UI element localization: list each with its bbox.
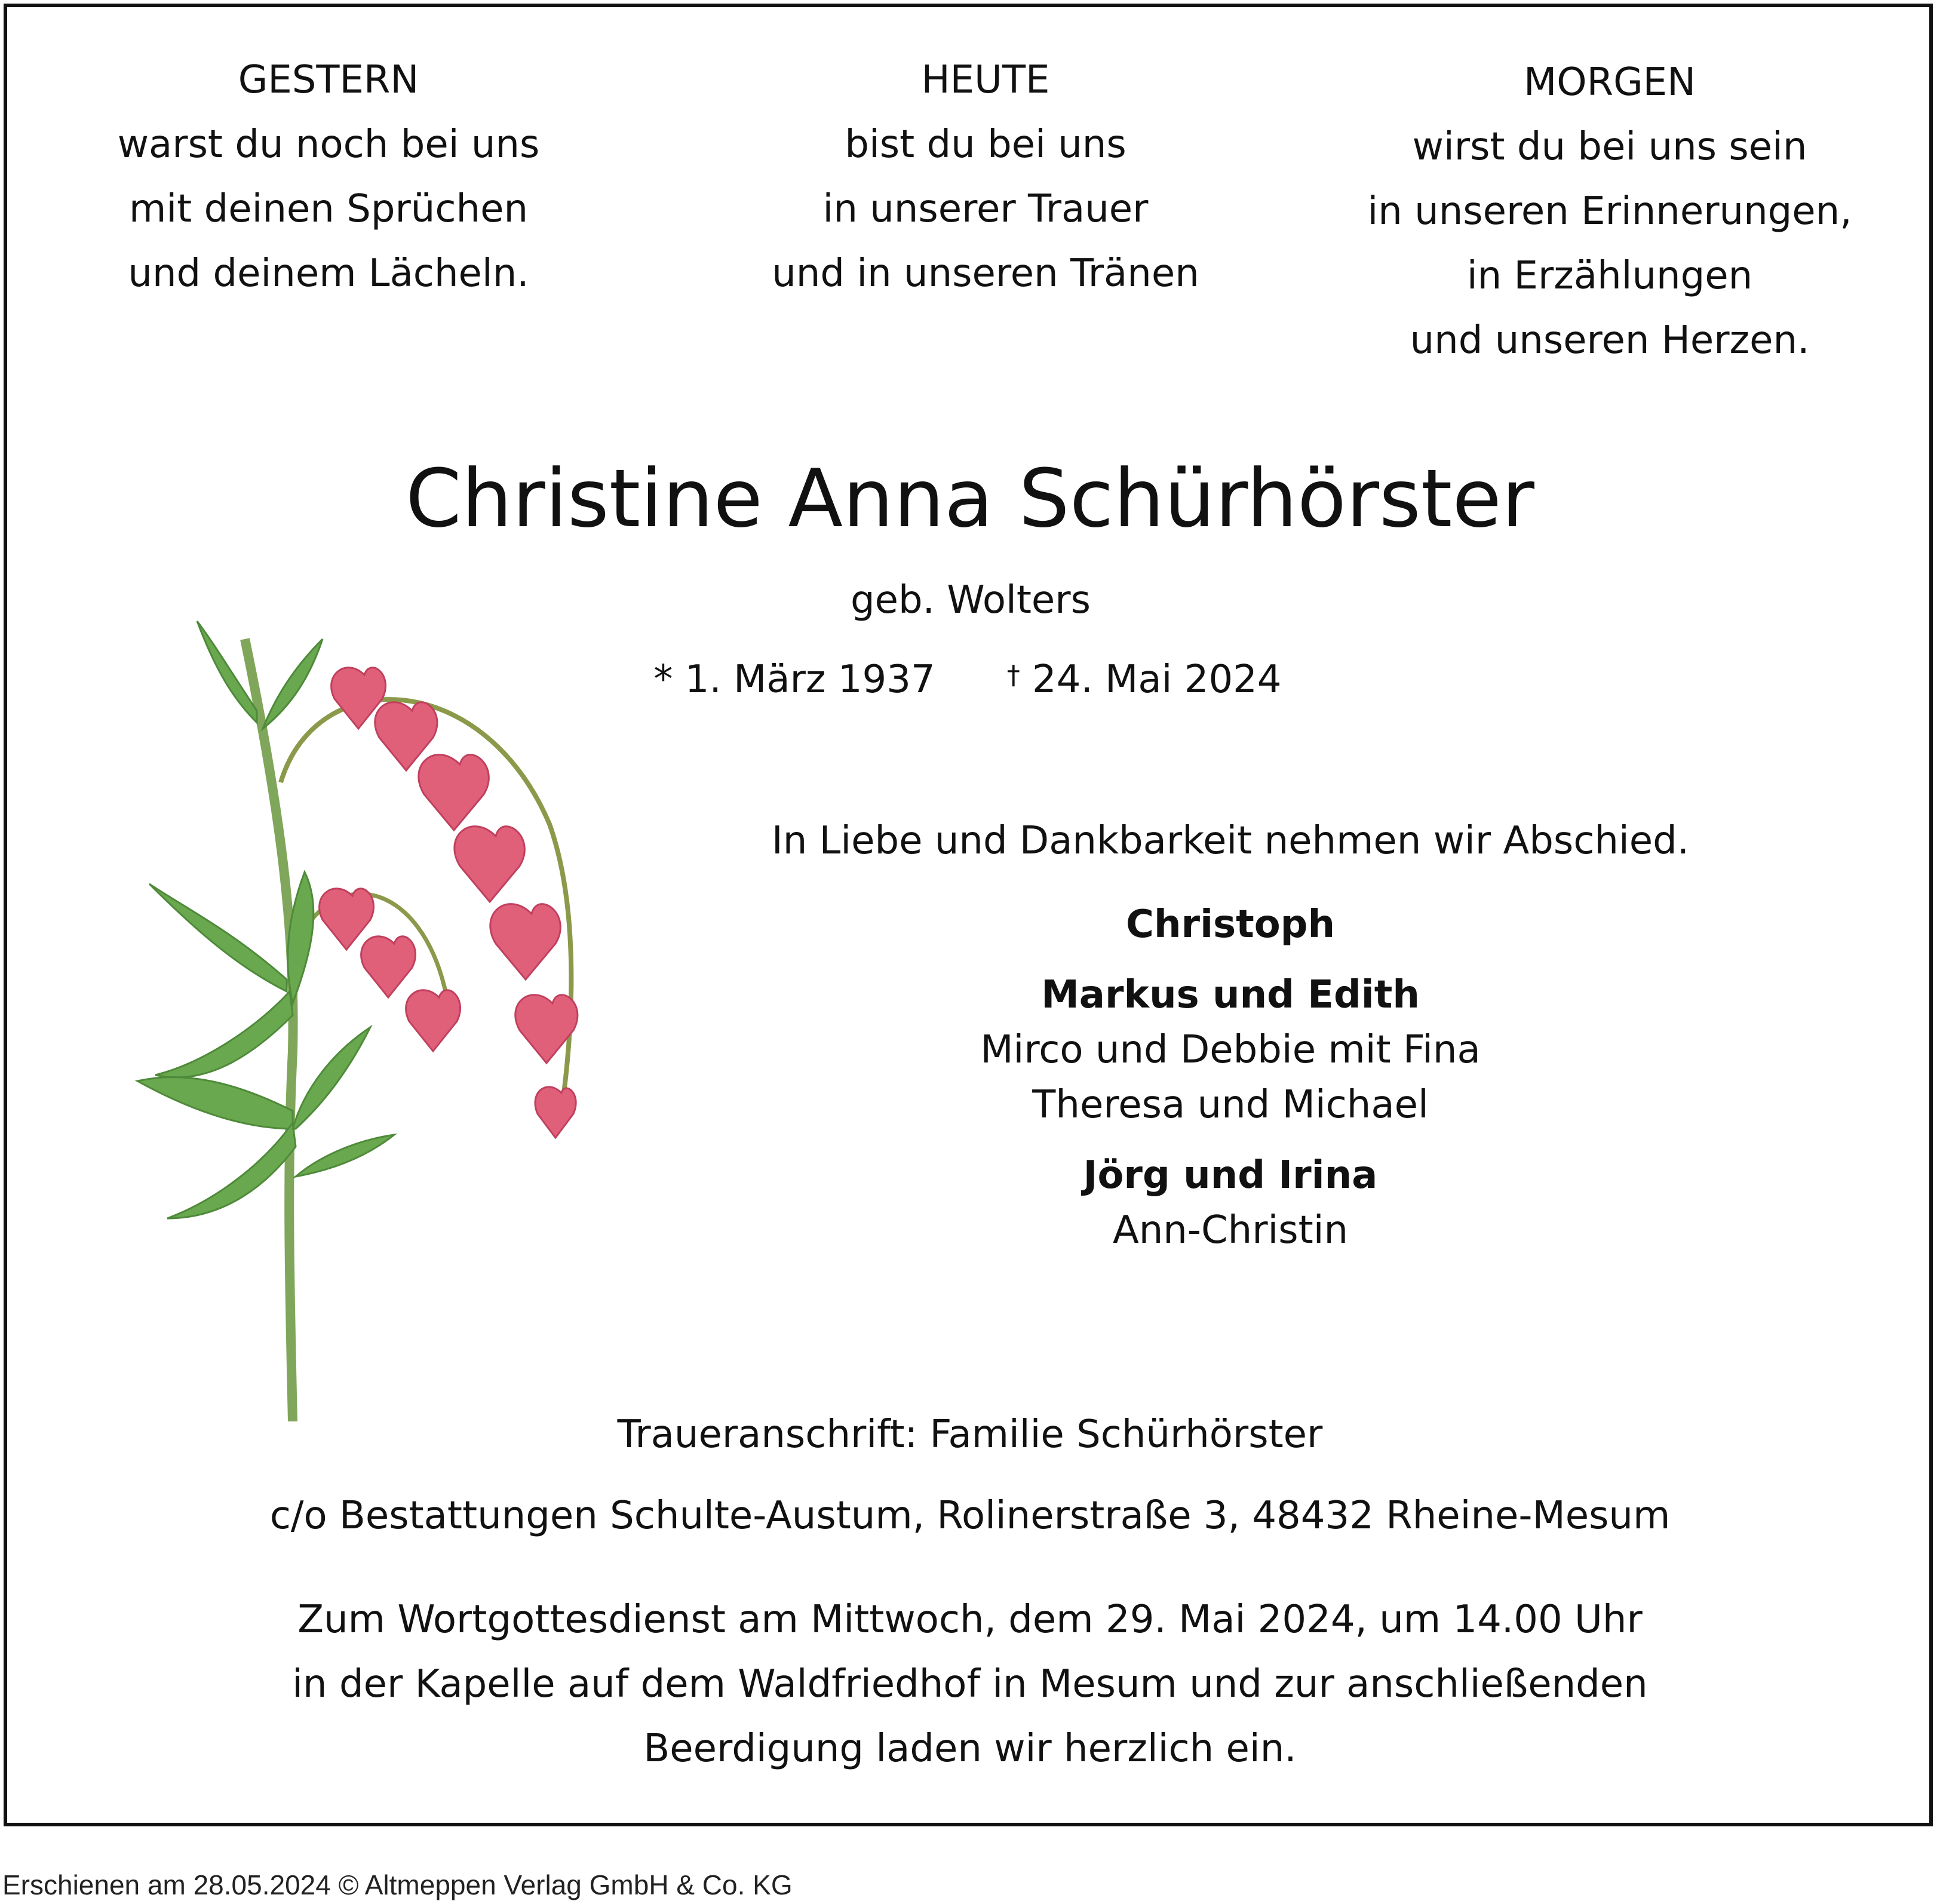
mourner-member: Ann-Christin xyxy=(1112,1208,1349,1252)
blossom xyxy=(406,990,461,1051)
death-date: 24. Mai 2024 xyxy=(1032,658,1282,702)
poem-today-heading: HEUTE xyxy=(921,58,1050,102)
mourner-group xyxy=(693,968,1768,1132)
mourner-lead: Christoph xyxy=(1125,902,1336,947)
poem-tomorrow-heading: MORGEN xyxy=(1524,60,1696,105)
publication-footer: Erschienen am 28.05.2024 © Altmeppen Verlag GmbH & Co. KG xyxy=(2,1869,793,1900)
birth-symbol: * xyxy=(653,658,673,702)
blossom xyxy=(535,1087,576,1138)
blossom-group xyxy=(320,668,578,1138)
blossom xyxy=(455,827,524,902)
mourner-group xyxy=(693,897,1768,952)
mourner-lead: Jörg und Irina xyxy=(1083,1153,1378,1197)
mourner-member: Mirco und Debbie mit Fina xyxy=(980,1028,1481,1072)
farewell-intro: In Liebe und Dankbarkeit nehmen wir Abschied. xyxy=(771,819,1690,863)
poem-yesterday-line: und deinem Lächeln. xyxy=(128,251,529,296)
mourners-block xyxy=(693,811,1768,1273)
maiden-name: geb. Wolters xyxy=(851,578,1091,622)
mourner-lead: Markus und Edith xyxy=(1041,973,1420,1017)
poem-tomorrow-line: wirst du bei uns sein xyxy=(1412,125,1807,169)
poem-tomorrow-line: in unseren Erinnerungen, xyxy=(1367,189,1852,234)
poem-today-line: in unserer Trauer xyxy=(822,187,1149,231)
leaf xyxy=(167,1123,296,1218)
service-line: Beerdigung laden wir herzlich ein. xyxy=(643,1727,1297,1771)
poem-yesterday xyxy=(24,48,633,306)
leaf xyxy=(293,1027,370,1129)
poem-tomorrow-line: und unseren Herzen. xyxy=(1410,318,1810,363)
mourner-member: Theresa und Michael xyxy=(1032,1083,1429,1127)
blossom xyxy=(320,889,374,950)
blossom xyxy=(361,936,416,997)
life-dates xyxy=(597,649,1338,707)
service-line: Zum Wortgottesdienst am Mittwoch, dem 29. Mai 2024, um 14.00 Uhr xyxy=(297,1598,1643,1642)
poem-yesterday-heading: GESTERN xyxy=(238,58,419,102)
poem-tomorrow-line: in Erzählungen xyxy=(1466,254,1753,298)
poem-yesterday-line: mit deinen Sprüchen xyxy=(129,187,528,231)
service-invitation xyxy=(0,1587,1940,1781)
mourning-address xyxy=(0,1394,1940,1556)
leaf xyxy=(263,639,323,729)
poem-tomorrow xyxy=(1302,50,1917,373)
leaf xyxy=(288,872,314,1003)
deceased-name: Christine Anna Schürhörster xyxy=(406,452,1534,545)
poem-yesterday-line: warst du noch bei uns xyxy=(117,122,540,167)
blossom xyxy=(490,904,560,979)
address-line: c/o Bestattungen Schulte-Austum, Rolinerstraße 3, 48432 Rheine-Mesum xyxy=(269,1494,1671,1538)
address-line: Traueranschrift: Familie Schürhörster xyxy=(617,1412,1323,1457)
birth-date: 1. März 1937 xyxy=(684,658,935,702)
poem-today-line: bist du bei uns xyxy=(845,122,1126,167)
service-line: in der Kapelle auf dem Waldfriedhof in Mesum und zur anschließenden xyxy=(292,1662,1648,1706)
leaf xyxy=(149,884,287,991)
bleeding-heart-flower-icon xyxy=(113,573,651,1421)
leaf xyxy=(137,1077,293,1129)
cross-icon: † xyxy=(1006,660,1020,690)
blossom xyxy=(419,755,489,830)
poem-today-line: und in unseren Tränen xyxy=(772,251,1199,296)
leaf xyxy=(155,991,293,1077)
poem-today xyxy=(675,48,1296,306)
leaf xyxy=(296,1135,394,1177)
mourner-group xyxy=(693,1148,1768,1258)
